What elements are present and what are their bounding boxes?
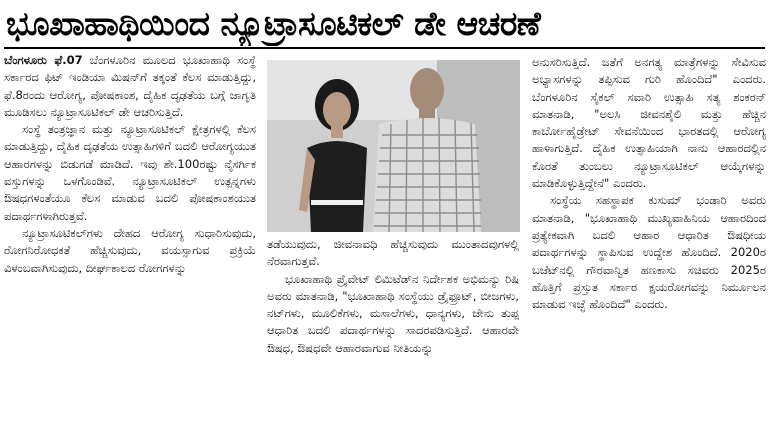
paragraph: ತಡೆಯುವುದು, ಜೀವನಾವಧಿ ಹೆಚ್ಚಿಸುವುದು ಮುಂತಾದವುಗಳಲ್ಲಿ ನೆರವಾಗುತ್ತವೆ. xyxy=(267,237,519,269)
paragraph: ಅನುಸರಿಸುತ್ತಿದೆ. ಜತೆಗೆ ಅನಗತ್ಯ ಮಾತ್ರೆಗಳನ್ನು ಸೇವಿಸುವ ಅಭ್ಯಾಸಗಳನ್ನು ತಪ್ಪಿಸುವ ಗುರಿ ಹೊಂದಿದೆ" ಎಂದರು. ಬೆಂಗಳೂರಿನ ಸೈಕಲ್ ಸವಾರಿ ಉತ್ಸಾಹಿ ಸತ್ಯ ಶಂಕರನ್ ಮಾತನಾಡಿ, "ಅಲಸಿ ಜೀವನಶೈಲಿ ಮತ್ತು ಹೆಚ್ಚಿನ ಕಾರ್ಬೋಹೈಡ್ರೇಟ್ ಸೇವನೆಯಿಂದ ಭಾರತದಲ್ಲಿ ಆರೋಗ್ಯ ಹಾಳಾಗುತ್ತಿದೆ. ದೈಹಿಕ ಉತ್ಸಾಹಿಯಾಗಿ ನಾನು ಆಹಾರದಲ್ಲಿನ ಕೊರತೆ ತುಂಬಲು ನ್ಯೂಟ್ರಾಸೂಟಿಕಲ್ ಆಯ್ಕೆಗಳನ್ನು ಮಾಡಿಕೊಳ್ಳುತ್ತಿದ್ದೇನೆ" ಎಂದರು. xyxy=(532,55,766,191)
article-photo xyxy=(267,60,520,232)
paragraph: ಸಂಸ್ಥೆ ತಂತ್ರಜ್ಞಾನ ಮತ್ತು ನ್ಯೂಟ್ರಾಸೂಟಿಕಲ್ ಕ್ಷೇತ್ರಗಳಲ್ಲಿ ಕೆಲಸ ಮಾಡುತ್ತಿದ್ದು, ದೈಹಿಕ ದೃಢತೆಯ ಉತ್ಸಾಹಿಗಳಿಗೆ ಬದಲಿ ಆರೋಗ್ಯಯುತ ಆಹಾರಗಳನ್ನು ಬಿಡುಗಡೆ ಮಾಡಿದೆ. ಇವು ಶೇ.100ರಷ್ಟು ನೈಸರ್ಗಿಕ ವಸ್ತುಗಳನ್ನು ಒಳಗೊಂಡಿವೆ. ನ್ಯೂಟ್ರಾಸೂಟಿಕಲ್ ಉತ್ಪನ್ನಗಳು ಔಷಧಗಳಂತೆಯೂ ಕೆಲಸ ಮಾಡುವ ಬದಲಿ ಪೋಷಕಾಂಶಯುತ ಪದಾರ್ಥಗಳಾಗಿರುತ್ತವೆ. xyxy=(4,122,256,223)
headline-rule xyxy=(4,47,765,49)
article-column-right xyxy=(532,54,766,442)
paragraph-text: ಬೆಂಗಳೂರಿನ ಮೂಲದ ಭೂಖಾಹಾಥಿ ಸಂಸ್ಥೆ ಸರ್ಕಾರದ ಫಿಟ್ ಇಂಡಿಯಾ ಮಿಷನ್‌ಗೆ ತಕ್ಕಂತೆ ಕೆಲಸ ಮಾಡುತ್ತಿದ್ದು, ಫೆ.8ರಂದು ಆರೋಗ್ಯ, ಪೋಷಕಾಂಶ, ದೈಹಿಕ ದೃಢತೆಯ ಬಗ್ಗೆ ಜಾಗೃತಿ ಮೂಡಿಸಲು ನ್ಯೂಟ್ರಾಸೂಟಿಕಲ್ ಡೇ ಆಚರಿಸುತ್ತಿದೆ. xyxy=(4,53,256,119)
article-headline: ಭೂಖಾಹಾಥಿಯಿಂದ ನ್ಯೂಟ್ರಾಸೂಟಿಕಲ್ ಡೇ ಆಚರಣೆ xyxy=(6,4,541,43)
article-column-middle xyxy=(267,236,519,440)
paragraph: ಭೂಖಾಹಾಥಿ ಪ್ರೈವೇಟ್ ಲಿಮಿಟೆಡ್‌ನ ನಿರ್ದೇಶಕ ಅಭಿಮನ್ಯು ರಿಷಿ ಅವರು ಮಾತನಾಡಿ, "ಭೂಖಾಹಾಥಿ ಸಂಸ್ಥೆಯು ಡ್ರೈಫ್ರೂಟ್, ಬೀಜಗಳು, ನಟ್‌ಗಳು, ಮೂಲಿಕೆಗಳು, ಮಸಾಲೆಗಳು, ಧಾನ್ಯಗಳು, ಜೇನು ತುಪ್ಪ ಆಧಾರಿತ ಬದಲಿ ಪದಾರ್ಥಗಳನ್ನು ಸಾದರಪಡಿಸುತ್ತಿದೆ. ಆಹಾರವೇ ಔಷಧ, ಔಷಧವೇ ಆಹಾರವಾಗುವ ನೀತಿಯನ್ನು xyxy=(267,271,519,355)
article-column-left xyxy=(4,52,256,440)
paragraph: ಸಂಸ್ಥೆಯ ಸಹಸ್ಥಾಪಕ ಕುಸುಮ್ ಭಂಡಾರಿ ಅವರು ಮಾತನಾಡಿ, "ಭೂಖಾಹಾಥಿ ಮುಖ್ಯವಾಹಿನಿಯ ಆಹಾರದಿಂದ ಪ್ರತ್ಯೇಕವಾಗಿ ಬದಲಿ ಆಹಾರ ಆಧಾರಿತ ಔಷಧೀಯ ಪದಾರ್ಥಗಳನ್ನು ಸ್ಥಾಪಿಸುವ ಉದ್ದೇಶ ಹೊಂದಿದೆ. 2020ರ ಬಜೆಟ್‌ನಲ್ಲಿ ಗೌರವಾನ್ವಿತ ಹಣಕಾಸು ಸಚಿವರು 2025ರ ಹೊತ್ತಿಗೆ ಪ್ರಸ್ತುತ ಸರ್ಕಾರ ಕ್ಷಯರೋಗವನ್ನು ನಿರ್ಮೂಲನ ಮಾಡುವ ಇಚ್ಛೆ ಹೊಂದಿದೆ" ಎಂದರು. xyxy=(532,193,766,312)
lead-paragraph xyxy=(4,52,256,121)
dateline: ಬೆಂಗಳೂರು ಫೆ.07 xyxy=(4,53,83,67)
portrait-illustration xyxy=(267,60,520,232)
paragraph: ನ್ಯೂಟ್ರಾಸೂಟಿಕಲ್‌ಗಳು ದೇಹದ ಆರೋಗ್ಯ ಸುಧಾರಿಸುವುದು, ರೋಗನಿರೋಧಕತೆ ಹೆಚ್ಚಿಸುವುದು, ವಯಸ್ಸಾಗುವ ಪ್ರಕ್ರಿಯೆ ವಿಳಂಬವಾಗಿಸುವುದು, ದೀರ್ಘಕಾಲದ ರೋಗಗಳನ್ನು xyxy=(4,225,256,275)
